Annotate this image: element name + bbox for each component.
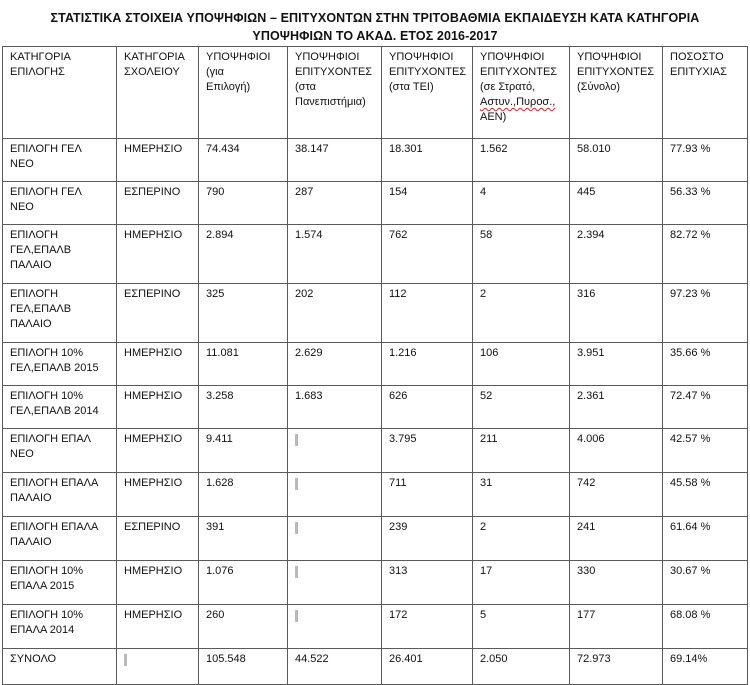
university-cell [288, 561, 382, 605]
header-line: ΣΧΟΛΕΙΟΥ [124, 66, 180, 78]
header-line: ΕΠΙΛΟΓΗΣ [10, 66, 65, 78]
candidates-cell [199, 139, 288, 182]
military-cell [473, 561, 570, 605]
category-line: ΓΕΛ,ΕΠΑΛΒ [10, 303, 72, 315]
category-cell [3, 343, 117, 386]
military-cell [473, 473, 570, 517]
candidates-cell [199, 429, 288, 473]
total-cell [570, 386, 663, 429]
header-line: ΕΠΙΤΥΧΙΑΣ [670, 66, 727, 78]
cell-value: 1.683 [295, 390, 323, 402]
military-cell [473, 649, 570, 685]
school-cell [117, 605, 199, 649]
table-row [3, 561, 748, 605]
header-tei [382, 47, 473, 139]
cell-value: ΗΜΕΡΗΣΙΟ [124, 609, 183, 621]
category-line: ΣΥΝΟΛΟ [10, 653, 57, 665]
cell-value: 105.548 [206, 653, 246, 665]
rate-cell [663, 386, 748, 429]
cell-value: 2 [480, 288, 487, 300]
tei-cell [382, 386, 473, 429]
school-cell [117, 225, 199, 284]
candidates-cell [199, 473, 288, 517]
table-body [3, 139, 748, 685]
cell-value: 172 [389, 609, 408, 621]
cell-value: 5 [480, 609, 487, 621]
total-cell [570, 605, 663, 649]
rate-cell [663, 343, 748, 386]
military-cell [473, 386, 570, 429]
category-cell [3, 386, 117, 429]
cell-value: 2.629 [295, 347, 323, 359]
cell-value: ΗΜΕΡΗΣΙΟ [124, 477, 183, 489]
cell-value: 330 [577, 565, 596, 577]
header-line: Πανεπιστήμια) [295, 96, 366, 108]
category-cell [3, 225, 117, 284]
category-line: ΕΠΙΛΟΓΗ ΕΠΑΛ [10, 433, 92, 445]
military-cell [473, 605, 570, 649]
cell-value: 313 [389, 565, 408, 577]
table-row [3, 649, 748, 685]
cell-value: 211 [480, 433, 498, 445]
category-cell [3, 429, 117, 473]
cell-value: 61.64 % [670, 521, 711, 533]
military-cell [473, 139, 570, 182]
cell-value: 626 [389, 390, 408, 402]
tei-cell [382, 429, 473, 473]
cell-value: 391 [206, 521, 225, 533]
category-line: ΕΠΑΛΑ 2015 [10, 580, 75, 592]
university-cell [288, 429, 382, 473]
table-row [3, 386, 748, 429]
cell-value: 154 [389, 186, 408, 198]
cell-value: ΕΣΠΕΡΙΝΟ [124, 186, 181, 198]
category-line: ΕΠΑΛΑ 2014 [10, 624, 75, 636]
header-line: ΚΑΤΗΓΟΡΙΑ [10, 51, 71, 63]
header-line: ΠΟΣΟΣΤΟ [670, 51, 724, 63]
category-cell [3, 284, 117, 343]
cell-value: 18.301 [389, 143, 423, 155]
cell-value: 44.522 [295, 653, 329, 665]
total-cell [570, 473, 663, 517]
cell-value: 3.795 [389, 433, 417, 445]
category-line: ΕΠΙΛΟΓΗ [10, 288, 59, 300]
cell-value: 2.361 [577, 390, 605, 402]
cell-value: 1.574 [295, 229, 323, 241]
cell-value: 2.894 [206, 229, 234, 241]
cell-value: ΕΣΠΕΡΙΝΟ [124, 288, 181, 300]
total-cell [570, 225, 663, 284]
cell-value: 31 [480, 477, 493, 489]
cell-value: 68.08 % [670, 609, 711, 621]
university-cell [288, 182, 382, 225]
header-line: ΑΕΝ) [480, 111, 507, 123]
candidates-cell [199, 561, 288, 605]
university-cell [288, 473, 382, 517]
cell-value: ΗΜΕΡΗΣΙΟ [124, 433, 183, 445]
cell-value: 1.628 [206, 477, 234, 489]
cell-value: 177 [577, 609, 596, 621]
category-cell [3, 182, 117, 225]
rate-cell [663, 517, 748, 561]
header-line: ΥΠΟΨΗΦΙΟΙ [480, 51, 545, 63]
title-line-1: ΣΤΑΤΙΣΤΙΚΑ ΣΤΟΙΧΕΙΑ ΥΠΟΨΗΦΙΩΝ – ΕΠΙΤΥΧΟΝΤΩΝ ΣΤΗΝ ΤΡΙΤΟΒΑΘΜΙΑ ΕΚΠΑΙΔΕΥΣΗ ΚΑΤΑ ΚΑΤΗΓΟΡΙΑ [50, 11, 700, 25]
school-cell [117, 182, 199, 225]
cell-value: ΗΜΕΡΗΣΙΟ [124, 565, 183, 577]
cell-value: ΗΜΕΡΗΣΙΟ [124, 143, 183, 155]
header-line: Επιλογή) [206, 81, 251, 93]
category-line: ΝΕΟ [10, 448, 34, 460]
rate-cell [663, 182, 748, 225]
category-line: ΓΕΛ,ΕΠΑΛΒ 2015 [10, 362, 99, 374]
category-line: ΠΑΛΑΙΟ [10, 536, 52, 548]
category-cell [3, 561, 117, 605]
university-cell [288, 225, 382, 284]
school-cell [117, 343, 199, 386]
table-header-row [3, 47, 748, 139]
total-cell [570, 343, 663, 386]
cell-value: 82.72 % [670, 229, 711, 241]
header-military [473, 47, 570, 139]
category-line: ΕΠΙΛΟΓΗ 10% [10, 390, 84, 402]
cell-value: 790 [206, 186, 225, 198]
category-line: ΕΠΙΛΟΓΗ 10% [10, 609, 84, 621]
cell-value: 30.67 % [670, 565, 711, 577]
header-total [570, 47, 663, 139]
cell-value: 97.23 % [670, 288, 711, 300]
cell-value: 45.58 % [670, 477, 711, 489]
tei-cell [382, 561, 473, 605]
cell-value: 762 [389, 229, 408, 241]
cell-value: 26.401 [389, 653, 423, 665]
total-cell [570, 429, 663, 473]
cell-value: 106 [480, 347, 499, 359]
military-cell [473, 343, 570, 386]
empty-cell-marker [295, 478, 298, 490]
header-line: ΥΠΟΨΗΦΙΟΙ [295, 51, 360, 63]
table-row [3, 429, 748, 473]
military-cell [473, 225, 570, 284]
cell-value: 72.47 % [670, 390, 711, 402]
school-cell [117, 473, 199, 517]
candidates-cell [199, 284, 288, 343]
tei-cell [382, 605, 473, 649]
cell-value: ΕΣΠΕΡΙΝΟ [124, 521, 181, 533]
header-category [3, 47, 117, 139]
table-row [3, 284, 748, 343]
header-line: ΕΠΙΤΥΧΟΝΤΕΣ [295, 66, 373, 78]
candidates-cell [199, 225, 288, 284]
tei-cell [382, 649, 473, 685]
cell-value: 58.010 [577, 143, 611, 155]
tei-cell [382, 284, 473, 343]
cell-value: 325 [206, 288, 225, 300]
cell-value: 56.33 % [670, 186, 711, 198]
rate-cell [663, 473, 748, 517]
empty-cell-marker [295, 566, 298, 578]
statistics-table [2, 46, 748, 685]
header-line: ΥΠΟΨΗΦΙΟΙ [389, 51, 454, 63]
candidates-cell [199, 649, 288, 685]
university-cell [288, 605, 382, 649]
document-title [0, 9, 750, 45]
category-cell [3, 649, 117, 685]
cell-value: 239 [389, 521, 408, 533]
header-university [288, 47, 382, 139]
empty-cell-marker [124, 654, 127, 666]
category-line: ΕΠΙΛΟΓΗ ΕΠΑΛΑ [10, 477, 99, 489]
candidates-cell [199, 182, 288, 225]
university-cell [288, 517, 382, 561]
category-line: ΕΠΙΛΟΓΗ ΓΕΛ [10, 143, 82, 155]
cell-value: 74.434 [206, 143, 240, 155]
cell-value: 2 [480, 521, 487, 533]
total-cell [570, 182, 663, 225]
school-cell [117, 139, 199, 182]
candidates-cell [199, 605, 288, 649]
tei-cell [382, 517, 473, 561]
table-row [3, 517, 748, 561]
category-line: ΕΠΙΛΟΓΗ 10% [10, 347, 84, 359]
military-cell [473, 182, 570, 225]
header-line: ΥΠΟΨΗΦΙΟΙ [577, 51, 642, 63]
cell-value: 1.216 [389, 347, 417, 359]
cell-value: 1.076 [206, 565, 234, 577]
rate-cell [663, 649, 748, 685]
total-cell [570, 284, 663, 343]
category-cell [3, 139, 117, 182]
cell-value: 241 [577, 521, 596, 533]
cell-value: ΗΜΕΡΗΣΙΟ [124, 229, 183, 241]
title-line-2: ΥΠΟΨΗΦΙΩΝ ΤΟ ΑΚΑΔ. ΕΤΟΣ 2016-2017 [252, 29, 498, 43]
university-cell [288, 343, 382, 386]
header-line: ΚΑΤΗΓΟΡΙΑ [124, 51, 185, 63]
category-cell [3, 473, 117, 517]
rate-cell [663, 225, 748, 284]
category-cell [3, 605, 117, 649]
category-line: ΝΕΟ [10, 158, 34, 170]
rate-cell [663, 284, 748, 343]
school-cell [117, 517, 199, 561]
empty-cell-marker [295, 610, 298, 622]
category-line: ΕΠΙΛΟΓΗ ΕΠΑΛΑ [10, 521, 99, 533]
cell-value: 711 [389, 477, 407, 489]
cell-value: 2.394 [577, 229, 605, 241]
rate-cell [663, 139, 748, 182]
school-cell [117, 386, 199, 429]
category-line: ΕΠΙΛΟΓΗ [10, 229, 59, 241]
cell-value: 35.66 % [670, 347, 711, 359]
cell-value: 260 [206, 609, 225, 621]
university-cell [288, 649, 382, 685]
header-line: ΕΠΙΤΥΧΟΝΤΕΣ [577, 66, 655, 78]
category-line: ΠΑΛΑΙΟ [10, 318, 52, 330]
cell-value: 1.562 [480, 143, 508, 155]
total-cell [570, 139, 663, 182]
military-cell [473, 517, 570, 561]
header-line: (στα ΤΕΙ) [389, 81, 434, 93]
military-cell [473, 429, 570, 473]
cell-value: 445 [577, 186, 596, 198]
tei-cell [382, 225, 473, 284]
cell-value: 11.081 [206, 347, 239, 359]
total-cell [570, 649, 663, 685]
cell-value: ΗΜΕΡΗΣΙΟ [124, 390, 183, 402]
cell-value: 202 [295, 288, 314, 300]
category-line: ΠΑΛΑΙΟ [10, 492, 52, 504]
cell-value: 3.951 [577, 347, 605, 359]
table-row [3, 473, 748, 517]
university-cell [288, 139, 382, 182]
rate-cell [663, 429, 748, 473]
school-cell [117, 649, 199, 685]
category-line: ΓΕΛ,ΕΠΑΛΒ [10, 244, 72, 256]
school-cell [117, 284, 199, 343]
school-cell [117, 429, 199, 473]
header-line: (για [206, 66, 224, 78]
header-line: ΥΠΟΨΗΦΙΟΙ [206, 51, 271, 63]
school-cell [117, 561, 199, 605]
category-line: ΕΠΙΛΟΓΗ ΓΕΛ [10, 186, 82, 198]
cell-value: 3.258 [206, 390, 234, 402]
rate-cell [663, 605, 748, 649]
header-line: (στα [295, 81, 317, 93]
header-line: ΕΠΙΤΥΧΟΝΤΕΣ [480, 66, 558, 78]
tei-cell [382, 343, 473, 386]
table-row [3, 139, 748, 182]
cell-value: 316 [577, 288, 596, 300]
header-school [117, 47, 199, 139]
cell-value: 9.411 [206, 433, 233, 445]
cell-value: 72.973 [577, 653, 611, 665]
tei-cell [382, 473, 473, 517]
cell-value: 42.57 % [670, 433, 711, 445]
university-cell [288, 284, 382, 343]
category-line: ΓΕΛ,ΕΠΑΛΒ 2014 [10, 405, 99, 417]
cell-value: 287 [295, 186, 314, 198]
candidates-cell [199, 343, 288, 386]
header-line: (σε Στρατό, [480, 81, 536, 93]
category-line: ΝΕΟ [10, 201, 34, 213]
university-cell [288, 386, 382, 429]
total-cell [570, 561, 663, 605]
cell-value: 38.147 [295, 143, 329, 155]
cell-value: 4 [480, 186, 487, 198]
category-line: ΠΑΛΑΙΟ [10, 259, 52, 271]
tei-cell [382, 139, 473, 182]
cell-value: ΗΜΕΡΗΣΙΟ [124, 347, 183, 359]
rate-cell [663, 561, 748, 605]
empty-cell-marker [295, 434, 298, 446]
cell-value: 2.050 [480, 653, 508, 665]
category-line: ΕΠΙΛΟΓΗ 10% [10, 565, 84, 577]
cell-value: 52 [480, 390, 493, 402]
header-candidates [199, 47, 288, 139]
candidates-cell [199, 386, 288, 429]
tei-cell [382, 182, 473, 225]
table-row [3, 182, 748, 225]
total-cell [570, 517, 663, 561]
header-line: ΕΠΙΤΥΧΟΝΤΕΣ [389, 66, 467, 78]
cell-value: 17 [480, 565, 493, 577]
candidates-cell [199, 517, 288, 561]
cell-value: 69.14% [670, 653, 708, 665]
table-row [3, 343, 748, 386]
table-row [3, 225, 748, 284]
header-line: (Σύνολο) [577, 81, 621, 93]
empty-cell-marker [295, 522, 298, 534]
military-cell [473, 284, 570, 343]
cell-value: 742 [577, 477, 596, 489]
category-cell [3, 517, 117, 561]
header-line: Αστυν.,Πυροσ., [480, 96, 556, 108]
header-rate [663, 47, 748, 139]
cell-value: 112 [389, 288, 407, 300]
cell-value: 77.93 % [670, 143, 711, 155]
cell-value: 58 [480, 229, 493, 241]
cell-value: 4.006 [577, 433, 605, 445]
table-row [3, 605, 748, 649]
